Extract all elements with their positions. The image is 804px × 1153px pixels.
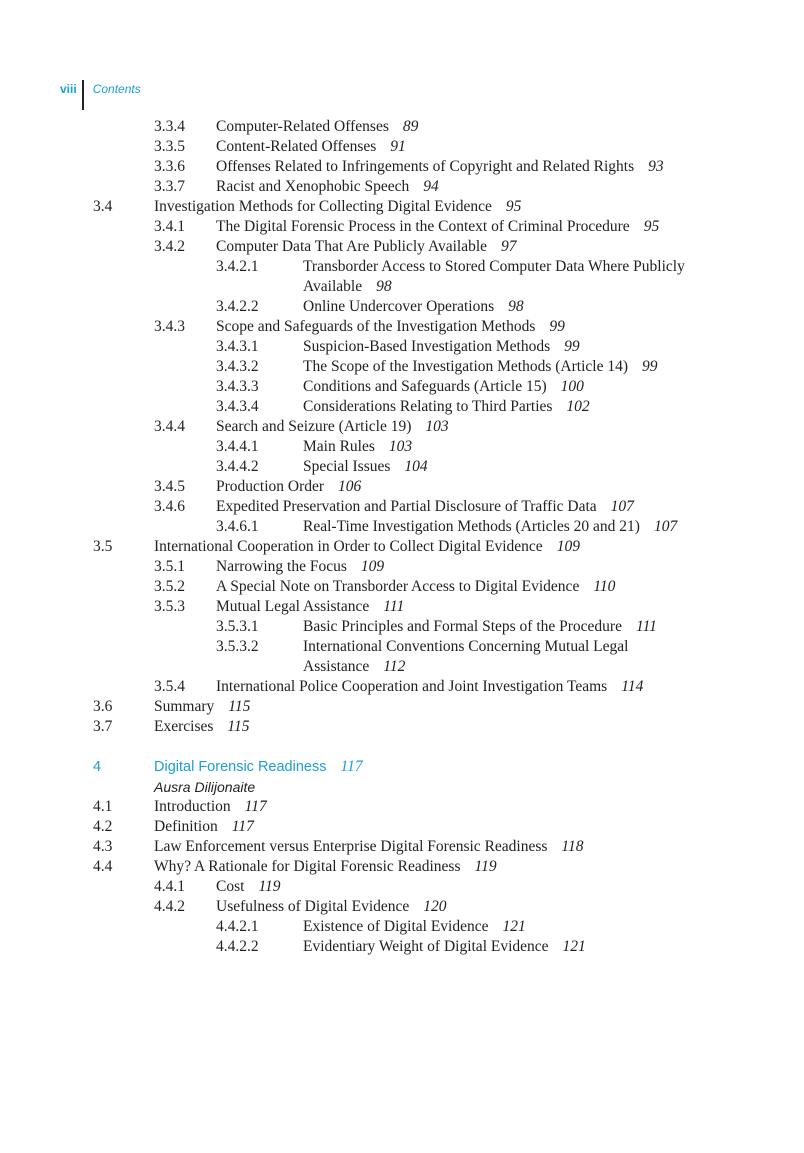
toc-entry-number: 3.4.2.2 (216, 298, 259, 315)
toc-entry-number: 3.4.4.2 (216, 458, 259, 475)
toc-entry-page: 98 (508, 298, 524, 315)
toc-entry-page: 100 (560, 378, 584, 395)
toc-entry-page: 111 (635, 618, 657, 635)
toc-entry-title: Search and Seizure (Article 19) (216, 418, 412, 435)
toc-entry[interactable] (0, 177, 690, 197)
toc-entry-page: 95 (643, 218, 660, 235)
toc-entry[interactable] (0, 457, 690, 477)
toc-entry-number: 3.5 (93, 538, 113, 555)
toc-entry-page: 112 (383, 658, 406, 675)
toc-entry-text (303, 397, 690, 417)
toc-entry-title: Existence of Digital Evidence (303, 918, 489, 935)
toc-entry[interactable] (0, 897, 690, 917)
toc-entry[interactable] (0, 617, 690, 637)
toc-entry-number: 3.4.2 (154, 238, 185, 255)
toc-entry-text (216, 477, 690, 497)
toc-entry-text (303, 937, 690, 957)
toc-entry[interactable] (0, 517, 690, 537)
toc-entry-title: A Special Note on Transborder Access to Digital Evidence (216, 578, 580, 595)
toc-entry-number: 3.5.4 (154, 678, 185, 695)
toc-entry-number: 3.3.4 (154, 118, 185, 135)
toc-entry-title: Exercises (154, 718, 214, 735)
toc-entry-number: 4.4 (93, 858, 113, 875)
toc-entry[interactable] (0, 637, 690, 677)
toc-entry-page: 109 (556, 538, 580, 555)
toc-entry-title: Scope and Safeguards of the Investigation Methods (216, 318, 536, 335)
toc-entry-page: 119 (258, 878, 281, 895)
toc-entry[interactable] (0, 377, 690, 397)
toc-entry-page: 91 (390, 138, 406, 155)
toc-entry[interactable] (0, 857, 690, 877)
toc-entry-number: 4.4.2.1 (216, 918, 259, 935)
section-spacer (0, 737, 804, 757)
toc-entry[interactable] (0, 717, 690, 737)
toc-entry-title: International Police Cooperation and Joint Investigation Teams (216, 678, 608, 695)
toc-entry-title: Basic Principles and Formal Steps of the Procedure (303, 618, 622, 635)
toc-entry[interactable] (0, 877, 690, 897)
toc-entry[interactable] (0, 357, 700, 377)
toc-entry-title: Computer-Related Offenses (216, 118, 389, 135)
toc-entry[interactable] (0, 557, 690, 577)
toc-entry[interactable] (0, 497, 690, 517)
toc-entry-number: 3.4.6.1 (216, 518, 259, 535)
toc-entry-number: 4.4.2 (154, 898, 185, 915)
toc-entry-page: 89 (402, 118, 419, 135)
toc-entry-number: 3.6 (93, 698, 113, 715)
toc-entry-number: 3.3.5 (154, 138, 185, 155)
toc-entry-page: 114 (621, 678, 644, 695)
toc-entry-page: 103 (425, 418, 449, 435)
toc-entry-page: 98 (376, 278, 392, 295)
toc-entry-text (303, 617, 690, 637)
toc-entry-number: 3.4.6 (154, 498, 185, 515)
toc-entry-text (216, 877, 690, 897)
toc-entry-text (303, 377, 690, 397)
toc-entry-title: Digital Forensic Readiness (154, 759, 327, 775)
toc-entry-text (216, 137, 690, 157)
table-of-contents (0, 117, 804, 957)
toc-entry-text (154, 537, 690, 557)
toc-entry-text (303, 337, 690, 357)
toc-entry-page: 95 (505, 198, 522, 215)
toc-entry-number: 3.4.4.1 (216, 438, 259, 455)
toc-entry[interactable] (0, 197, 690, 217)
toc-entry-page: 107 (653, 518, 678, 535)
toc-entry-number: 3.5.2 (154, 578, 185, 595)
toc-entry-title: Online Undercover Operations (303, 298, 495, 315)
toc-entry-page: 99 (564, 338, 580, 355)
toc-entry-page: 115 (228, 698, 251, 715)
toc-entry-title: Production Order (216, 478, 325, 495)
toc-entry-text (216, 557, 690, 577)
toc-entry-page: 107 (610, 498, 634, 515)
toc-entry-number: 3.4.1 (154, 218, 185, 235)
toc-entry-number: 3.4.2.1 (216, 258, 259, 275)
toc-entry-text (216, 597, 690, 617)
toc-entry-text (303, 917, 690, 937)
toc-entry[interactable] (0, 917, 690, 937)
page-header (60, 80, 141, 110)
running-head: Contents (92, 82, 141, 96)
header-divider (82, 80, 84, 110)
toc-entry-page: 117 (340, 758, 363, 775)
toc-entry-title: Narrowing the Focus (216, 558, 347, 575)
toc-entry-title: Introduction (154, 798, 231, 815)
toc-entry[interactable] (0, 597, 690, 617)
toc-entry-page: 104 (404, 458, 428, 475)
toc-entry-text (303, 357, 700, 377)
toc-entry-text (216, 497, 690, 517)
toc-entry-title: International Cooperation in Order to Collect Digital Evidence (154, 538, 543, 555)
toc-entry-number: 3.3.6 (154, 158, 185, 175)
toc-entry-text (216, 217, 690, 237)
toc-entry-text (216, 177, 690, 197)
toc-entry-number: 3.5.3 (154, 598, 185, 615)
toc-entry-title: Content-Related Offenses (216, 138, 377, 155)
toc-entry-number: 3.3.7 (154, 178, 185, 195)
toc-entry-number: 4.4.1 (154, 878, 185, 895)
toc-entry[interactable] (0, 337, 690, 357)
toc-entry-page: 120 (423, 898, 447, 915)
toc-entry-text (216, 897, 690, 917)
toc-entry-text (216, 237, 690, 257)
toc-entry-text (216, 577, 690, 597)
toc-entry-title: Cost (216, 878, 245, 895)
toc-entry-title: Racist and Xenophobic Speech (216, 178, 410, 195)
toc-entry-text (154, 717, 690, 737)
toc-entry-page: 109 (360, 558, 385, 575)
toc-entry-title: Real-Time Investigation Methods (Articles 20 and 21) (303, 518, 640, 535)
toc-entry-number: 3.5.1 (154, 558, 185, 575)
toc-entry-number: 3.4.3 (154, 318, 185, 335)
toc-entry-text (216, 157, 690, 177)
toc-entry[interactable] (0, 477, 690, 497)
toc-entry[interactable] (0, 817, 690, 837)
toc-entry[interactable] (0, 437, 690, 457)
toc-entry-page: 99 (642, 358, 658, 375)
toc-entry-text (154, 797, 690, 817)
toc-entry-text (154, 757, 690, 777)
toc-entry[interactable] (0, 117, 690, 137)
toc-entry-title: Offenses Related to Infringements of Copyright and Related Rights (216, 158, 635, 175)
toc-entry-page: 118 (561, 838, 584, 855)
toc-entry[interactable] (0, 317, 690, 337)
toc-entry-title: Main Rules (303, 438, 375, 455)
toc-entry-page: 102 (566, 398, 590, 415)
toc-entry-page: 103 (388, 438, 413, 455)
toc-entry[interactable] (0, 157, 690, 177)
toc-entry[interactable] (0, 837, 690, 857)
toc-chapter-entry[interactable] (0, 757, 690, 777)
toc-entry-title: International Conventions Concerning Mutual Legal Assistance (303, 638, 629, 675)
toc-entry-title: The Scope of the Investigation Methods (Article 14) (303, 358, 628, 375)
chapter-author: Ausra Dilijonaite (154, 779, 256, 795)
toc-entry-title: Expedited Preservation and Partial Disclosure of Traffic Data (216, 498, 597, 515)
toc-entry-text (154, 857, 690, 877)
toc-entry-title: Evidentiary Weight of Digital Evidence (303, 938, 549, 955)
toc-entry-page: 106 (338, 478, 362, 495)
toc-entry-text (303, 297, 690, 317)
toc-entry-page: 99 (549, 318, 565, 335)
toc-entry-text (303, 437, 690, 457)
toc-entry-text (216, 677, 690, 697)
toc-entry-number: 3.4.3.1 (216, 338, 259, 355)
toc-entry[interactable] (0, 257, 690, 297)
toc-entry-page: 97 (501, 238, 517, 255)
toc-entry-number: 3.4.3.4 (216, 398, 259, 415)
toc-entry[interactable] (0, 297, 690, 317)
toc-entry-title: Law Enforcement versus Enterprise Digital Forensic Readiness (154, 838, 548, 855)
toc-entry-page: 121 (562, 938, 586, 955)
toc-entry-title: Definition (154, 818, 218, 835)
toc-entry[interactable] (0, 397, 690, 417)
toc-entry[interactable] (0, 217, 690, 237)
toc-entry-number: 4 (93, 759, 102, 775)
toc-entry[interactable] (0, 237, 690, 257)
toc-entry-page: 111 (383, 598, 405, 615)
toc-entry[interactable] (0, 137, 690, 157)
toc-entry-text (303, 637, 690, 677)
toc-entry-title: Considerations Relating to Third Parties (303, 398, 553, 415)
toc-entry-text (154, 197, 690, 217)
toc-entry-title: Transborder Access to Stored Computer Data Where Publicly Available (303, 258, 685, 295)
toc-entry-text (303, 517, 690, 537)
toc-entry-text (303, 257, 690, 297)
toc-entry-number: 3.4.5 (154, 478, 185, 495)
toc-entry-text (154, 837, 690, 857)
toc-entry-page: 110 (593, 578, 616, 595)
toc-entry-text (216, 117, 690, 137)
toc-entry-page: 119 (474, 858, 497, 875)
toc-entry-number: 3.4 (93, 198, 113, 215)
toc-entry-text (303, 457, 690, 477)
toc-entry[interactable] (0, 697, 690, 717)
toc-entry[interactable] (0, 417, 690, 437)
toc-entry-number: 3.4.3.3 (216, 378, 259, 395)
toc-entry-number: 3.5.3.1 (216, 618, 259, 635)
toc-entry-text (154, 697, 690, 717)
toc-entry-text (154, 817, 690, 837)
toc-entry-title: Special Issues (303, 458, 391, 475)
page-number: viii (60, 82, 77, 96)
toc-entry-title: Suspicion-Based Investigation Methods (303, 338, 551, 355)
toc-entry-number: 4.2 (93, 818, 113, 835)
toc-entry-number: 3.4.4 (154, 418, 185, 435)
toc-entry[interactable] (0, 797, 690, 817)
toc-entry-number: 4.4.2.2 (216, 938, 259, 955)
toc-entry-text (216, 417, 690, 437)
toc-entry-page: 121 (502, 918, 526, 935)
toc-entry-number: 4.1 (93, 798, 113, 815)
toc-entry-number: 3.7 (93, 718, 113, 735)
toc-entry[interactable] (0, 577, 690, 597)
toc-entry-page: 94 (423, 178, 439, 195)
toc-entry-title: Usefulness of Digital Evidence (216, 898, 410, 915)
toc-entry[interactable] (0, 937, 690, 957)
toc-entry[interactable] (0, 537, 690, 557)
toc-entry-title: Computer Data That Are Publicly Available (216, 238, 488, 255)
toc-entry-title: Investigation Methods for Collecting Digital Evidence (154, 198, 492, 215)
toc-entry-page: 93 (648, 158, 664, 175)
toc-entry-title: Why? A Rationale for Digital Forensic Readiness (154, 858, 461, 875)
toc-entry-page: 117 (231, 818, 254, 835)
toc-entry-number: 3.4.3.2 (216, 358, 259, 375)
toc-entry-number: 4.3 (93, 838, 113, 855)
toc-entry-title: Summary (154, 698, 215, 715)
toc-entry-title: Conditions and Safeguards (Article 15) (303, 378, 547, 395)
toc-entry-title: Mutual Legal Assistance (216, 598, 370, 615)
toc-entry-text (216, 317, 690, 337)
toc-entry-number: 3.5.3.2 (216, 638, 259, 655)
toc-entry-title: The Digital Forensic Process in the Context of Criminal Procedure (216, 218, 630, 235)
toc-entry[interactable] (0, 677, 690, 697)
toc-entry-page: 115 (227, 718, 250, 735)
toc-entry-page: 117 (244, 798, 267, 815)
